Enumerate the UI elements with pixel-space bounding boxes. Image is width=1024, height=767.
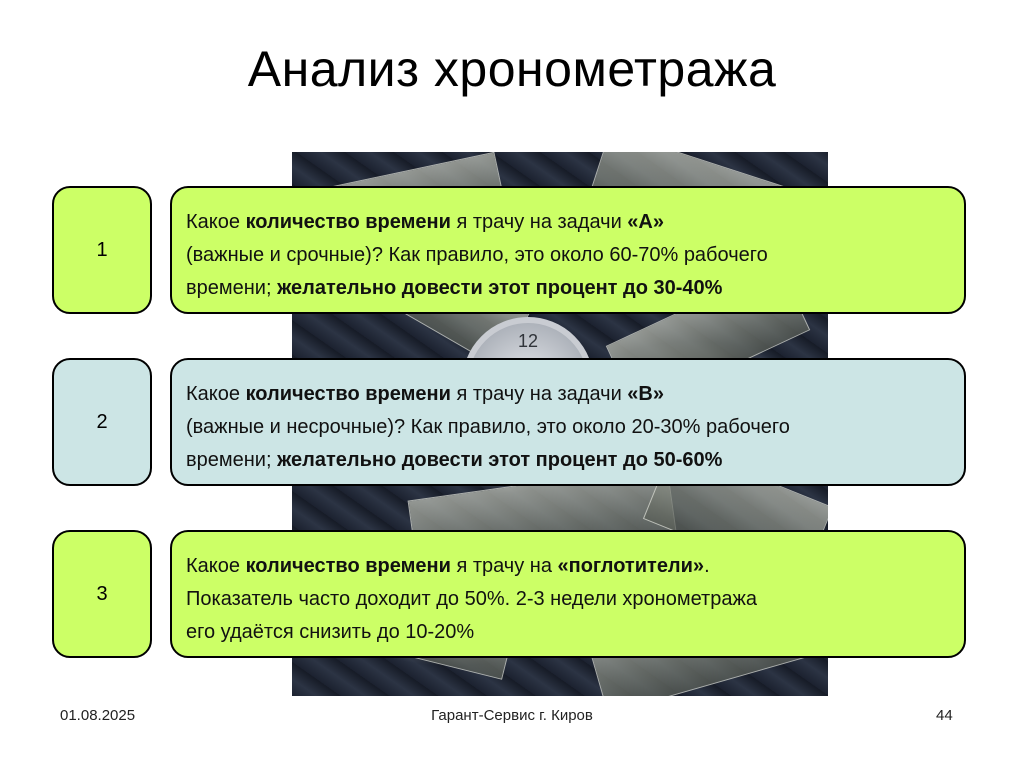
item-text-1	[170, 186, 966, 314]
item-line-3: времени; желательно довести этот процент до 50-60%	[186, 449, 723, 471]
footer-page-number: 44	[936, 707, 953, 724]
item-line-1: Какое количество времени я трачу на задачи «В»	[186, 383, 664, 405]
item-number-2: 2	[52, 358, 152, 486]
item-number-1: 1	[52, 186, 152, 314]
item-line-2: (важные и несрочные)? Как правило, это около 20-30% рабочего	[186, 416, 790, 438]
slide-title: Анализ хронометража	[247, 41, 777, 97]
item-text-2	[170, 358, 966, 486]
item-line-1: Какое количество времени я трачу на «поглотители».	[186, 555, 710, 577]
item-number-3: 3	[52, 530, 152, 658]
item-line-2: Показатель часто доходит до 50%. 2-3 недели хронометража	[186, 588, 757, 610]
item-line-1: Какое количество времени я трачу на задачи «А»	[186, 211, 664, 233]
clock-icon: 12	[462, 317, 594, 449]
footer-company: Гарант-Сервис г. Киров	[431, 707, 593, 724]
item-text-3	[170, 530, 966, 658]
footer-date: 01.08.2025	[60, 707, 136, 724]
item-line-3: времени; желательно довести этот процент до 30-40%	[186, 277, 723, 299]
item-line-2: (важные и срочные)? Как правило, это около 60-70% рабочего	[186, 244, 768, 266]
item-line-3: его удаётся снизить до 10-20%	[186, 621, 475, 643]
